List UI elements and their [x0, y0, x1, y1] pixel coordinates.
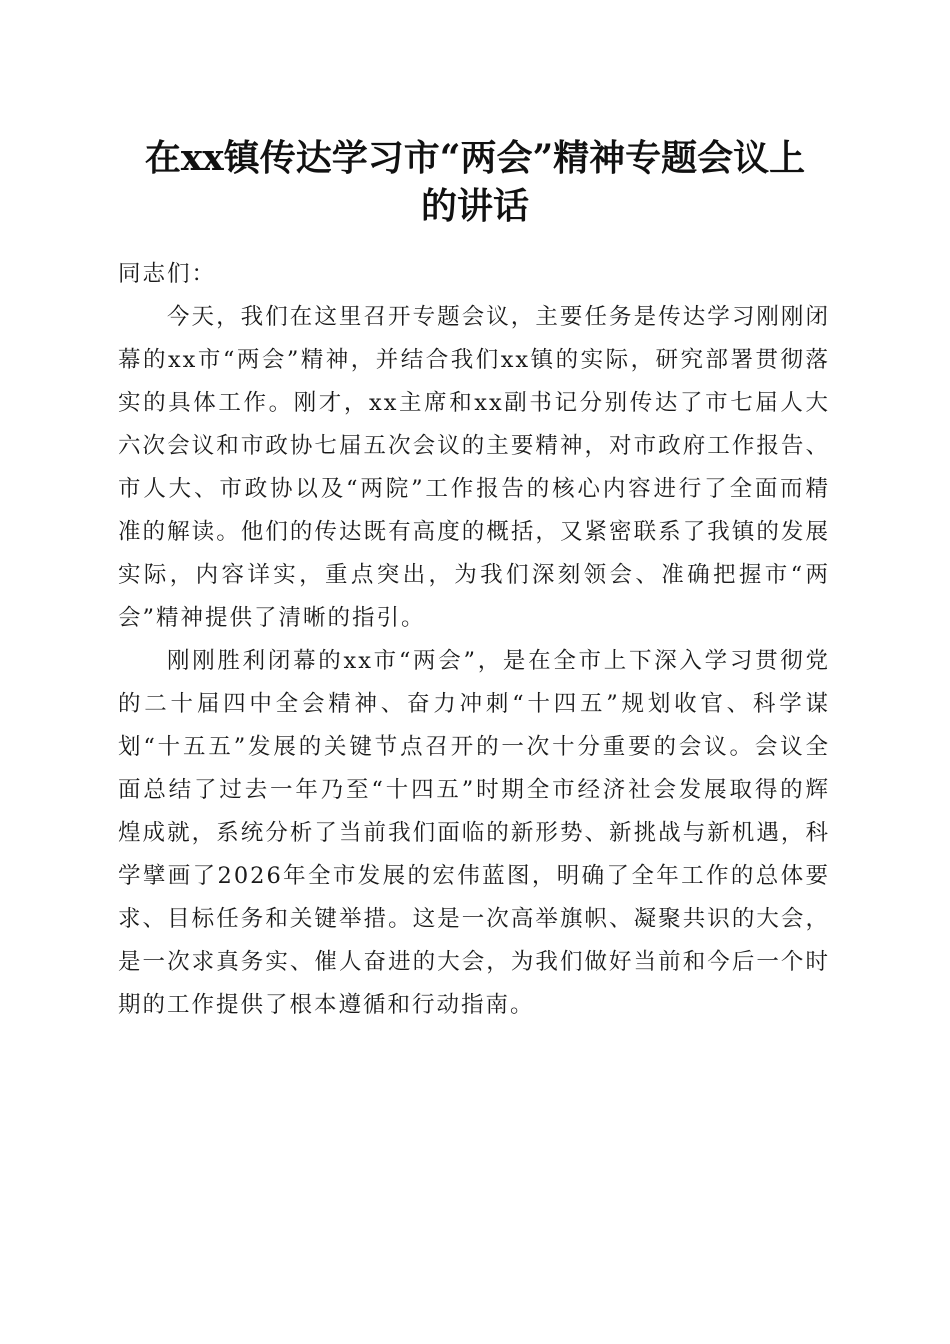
title-line-2: 的讲话	[420, 185, 529, 227]
document-title	[100, 134, 850, 230]
title-line-1: 在xx镇传达学习市“两会”精神专题会议上	[144, 137, 806, 179]
paragraph-1: 今天，我们在这里召开专题会议，主要任务是传达学习刚刚闭幕的xx市“两会”精神，并结合我们xx镇的实际，研究部署贯彻落实的具体工作。刚才，xx主席和xx副书记分别传达了市七届人大六次会议和市政协七届五次会议的主要精神，对市政府工作报告、市人大、市政协以及“两院”工作报告的核心内容进行了全面而精准的解读。他们的传达既有高度的概括，又紧密联系了我镇的发展实际，内容详实，重点突出，为我们深刻领会、准确把握市“两会”精神提供了清晰的指引。	[118, 304, 830, 631]
document-body	[118, 253, 830, 1027]
salutation: 同志们：	[118, 261, 217, 287]
paragraph-2: 刚刚胜利闭幕的xx市“两会”，是在全市上下深入学习贯彻党的二十届四中全会精神、奋力冲刺“十四五”规划收官、科学谋划“十五五”发展的关键节点召开的一次十分重要的会议。会议全面总结了过去一年乃至“十四五”时期全市经济社会发展取得的辉煌成就，系统分析了当前我们面临的新形势、新挑战与新机遇，科学擘画了2026年全市发展的宏伟蓝图，明确了全年工作的总体要求、目标任务和关键举措。这是一次高举旗帜、凝聚共识的大会，是一次求真务实、催人奋进的大会，为我们做好当前和今后一个时期的工作提供了根本遵循和行动指南。	[118, 648, 830, 1018]
